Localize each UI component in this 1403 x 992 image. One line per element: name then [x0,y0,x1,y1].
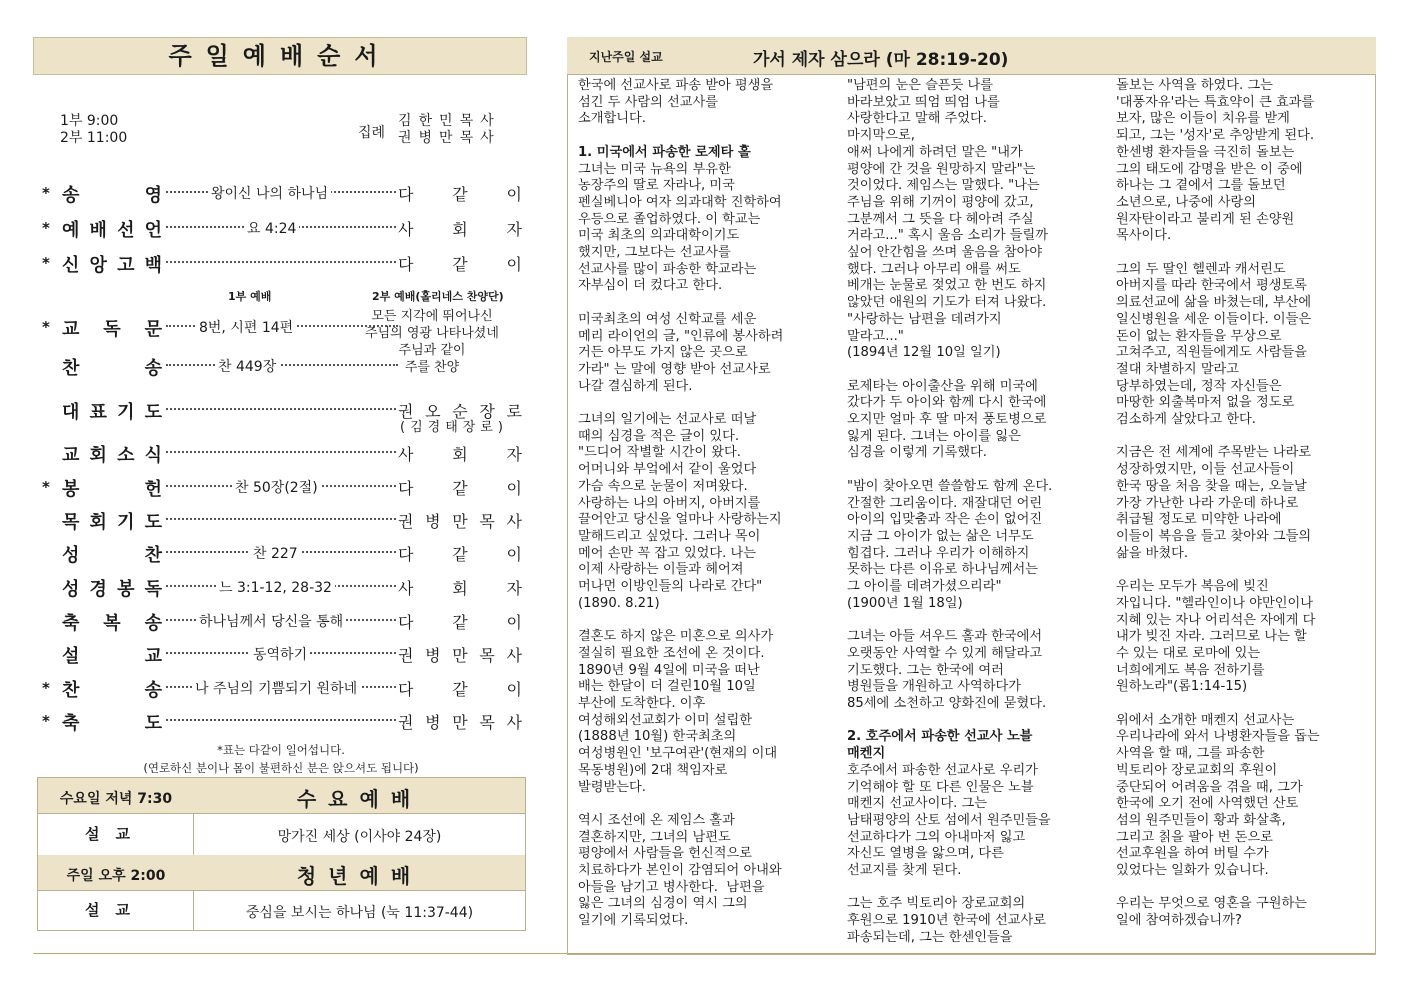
service-item-leader: 사 회 자 [398,579,522,598]
sermon-column-1: 한국에 선교사로 파송 받아 평생을 섬긴 두 사람의 선교사를 소개합니다. 1. 미국에서 파송한 로제타 홀 그녀는 미국 뉴욕의 부유한 농장주의 딸로 자라나, 미국 펜실베니아 여자 의과대학 진학하여 우등으로 졸업하였다. 이 학교는 미국 최초의 의과대학이기도 했지만, 그보다는 선교사를 선교사를 많이 파송한 학교라는 자부심이 더 컸다고 한다. 미국최초의 여성 신학교를 세운 메리 라이언의 글, "인류에 봉사하려 거든 아무도 가지 않은 곳으로 가라" 는 말에 영향 받아 선교사로 나갈 결심하게 된다. 그녀의 일기에는 선교사로 떠날 때의 심경을 적은 글이 있다. "드디어 작별할 시간이 왔다. 어머니와 부엌에서 같이 울었다 가슴 속으로 눈물이 저며왔다. 사랑하는 나의 아버지, 아버지를 끌어안고 당신을 얼마나 사랑하는지 말해드리고 싶었다. 그러나 목이 메어 손만 꼭 잡고 있었다. 나는 이제 사랑하는 이들과 헤어져 머나먼 이방인들의 나라로 간다" (1890. 8.21) 결혼도 하지 않은 미혼으로 의사가 절실히 필요한 조선에 온 것이다. 1890년 9월 4일에 미국을 떠난 배는 한달이 더 걸린10월 10일 부산에 도착한다. 이후 여성해외선교회가 이미 설립한 (1888년 10월) 한국최초의 여성병원인 '보구여관'(현재의 이대 목동병원)에 2대 책임자로 발령받는다. 역시 조선에 온 제임스 홀과 결혼하지만, 그녀의 남편도 평양에서 사람들을 헌신적으로 치료하다가 본인이 감염되어 아내와 아들을 남기고 병사한다. 남편을 잃은 그녀의 심경이 역시 그의 일기에 기록되었다. [578,78,784,929]
service-item [42,639,528,669]
service-item-content: 왕이신 나의 하나님 [208,183,331,203]
service-item-name: 대 표 기 도 [62,402,162,423]
service-item-leader: 사 회 자 [398,220,522,239]
service-item [42,706,528,736]
choir-hymn-line: 모든 지각에 뛰어나신 [371,309,493,324]
service-item-leader: 사 회 자 [398,445,522,464]
youth-title: 청년예배 [296,864,423,888]
youth-service [37,855,526,931]
service-item-leader: 다 같 이 [398,545,522,564]
service-item-leader: 다 같 이 [398,185,522,204]
service-item-name: 교 회 소 식 [62,445,162,466]
service-item-name: 성 경 봉 독 [62,579,162,600]
service-item-content: 찬 50장(2절) [232,477,321,497]
service-item-name: 봉 헌 [62,479,162,500]
leader-dots [166,518,396,520]
leader-dots [166,408,396,410]
service-item [42,673,528,703]
stand-marker: * [42,184,50,202]
sermon-title: 가서 제자 삼으라 (마 28:19-20) [753,50,1009,70]
service-item-name: 설 교 [62,646,162,667]
service-item-name: 교 독 문 [62,319,162,340]
youth-sermon: 중심을 보시는 하나님 (눅 11:37-44) [245,905,474,921]
stand-marker: * [42,478,50,496]
service1-label: 1부 예배 [228,290,272,303]
service-item-name: 찬 송 [62,358,162,379]
leader-dots [166,719,396,721]
service-item-name: 축 복 송 [62,613,162,634]
service-time-1: 1부 9:00 [60,113,119,129]
choir-hymn-line: 주님과 같이 [398,343,466,358]
wednesday-service [37,777,526,855]
service-item-name: 신 앙 고 백 [62,255,162,276]
service-item-name: 축 도 [62,713,162,734]
page-title: 주일예배순서 [33,37,527,75]
presider-1: 김한민목사 [398,113,501,129]
sermon-column-2: "남편의 눈은 슬픈듯 나를 바라보았고 띄엄 띄엄 나를 사랑한다고 말해 주었다. 마지막으로, 애써 나에게 하려던 말은 "내가 평양에 간 것을 원망하지 말라"는 것이었다. 제임스는 말했다. "나는 주님을 위해 기꺼이 평양에 갔고, 그분께서 그 뜻을 다 헤아려 주실 거라고..." 혹시 울음 소리가 들릴까 싶어 안간힘을 쓰며 울음을 참아야 했다. 그러나 아무리 애를 써도 베개는 눈물로 젖었고 한 번도 하지 않았던 애원의 기도가 터져 나왔다. "사랑하는 남편을 데려가지 말라고..." (1894년 12월 10일 일기) 로제타는 아이출산을 위해 미국에 갔다가 두 아이와 함께 다시 한국에 오지만 얼마 후 딸 마저 풍토병으로 잃게 된다. 그녀는 아이를 잃은 심경을 이렇게 기록했다. "밤이 찾아오면 쓸쓸함도 함께 온다. 간절한 그리움이다. 재잘대던 어린 아이의 입맞춤과 작은 손이 없어진 지금 그 아이가 없는 삶은 너무도 힘겹다. 그러나 우리가 이해하지 못하는 다른 이유로 하나님께서는 그 아이를 데려가셨으리라" (1900년 1월 18일) 그녀는 아들 셔우드 홀과 한국에서 오랫동안 사역할 수 있게 해달라고 기도했다. 그는 한국에 여러 병원들을 개원하고 사역하다가 85세에 소천하고 양화진에 묻혔다. 2. 호주에서 파송한 선교사 노블 매켄지 호주에서 파송한 선교사로 우리가 기억해야 할 또 다른 인물은 노블 매켄지 선교사이다. 그는 남태평양의 산토 섬에서 원주민들을 선교하다가 그의 아내마저 잃고 자신도 열병을 앓으며, 다른 선교지를 찾게 된다. 그는 호주 빅토리아 장로교회의 후원으로 1910년 한국에 선교사로 파송되는데, 그는 한센인들을 [847,78,1053,945]
service-item-content: 찬 449장 [215,356,279,376]
service-item [42,606,528,636]
service-item-leader: 다 같 이 [398,255,522,274]
service-item-content: 나 주님의 기쁨되기 원하네 [192,678,360,698]
service-item-leader: 다 같 이 [398,680,522,699]
presider-label: 집례 [358,125,386,141]
service-item [42,248,528,278]
sermon-header [567,37,1376,75]
service-item-leader: 권 병 만 목 사 [398,512,522,531]
rep-prayer-alt: (김경태장로) [400,420,508,435]
stand-marker: * [42,712,50,730]
youth-label: 설교 [38,891,194,930]
service-item [42,572,528,602]
stand-marker: * [42,219,50,237]
service-item-name: 찬 송 [62,680,162,701]
sermon-column-3: 돌보는 사역을 하였다. 그는 '대풍자유'라는 특효약이 큰 효과를 보자, 많은 이들이 치유를 받게 되고, 그는 '성자'로 추앙받게 된다. 한센병 환자들을 극진히 돌보는 그의 태도에 감명을 받은 이 중에 하나는 그 곁에서 그를 돌보던 소년으로, 나중에 사랑의 원자탄이라고 불리게 된 손양원 목사이다. 그의 두 딸인 헬렌과 캐서린도 아버지를 따라 한국에서 평생토록 의료선교에 삶을 바쳤는데, 부산에 일신병원을 세운 이들이다. 이들은 돈이 없는 환자들을 무상으로 고쳐주고, 직원들에게도 사람들을 절대 차별하지 말라고 당부하였는데, 정작 자신들은 마땅한 외출복마저 없을 정도로 검소하게 살았다고 한다. 지금은 전 세계에 주목받는 나라로 성장하였지만, 이들 선교사들이 한국 땅을 처음 찾을 때는, 오늘날 가장 가난한 나라 가운데 하나로 취급될 정도로 미약한 나라에 이들이 복음을 들고 찾아와 그들의 삶을 바쳤다. 우리는 모두가 복음에 빚진 자입니다. "헬라인이나 야만인이나 지혜 있는 자나 어리석은 자에게 다 내가 빚진 자라. 그러므로 나는 할 수 있는 대로 로마에 있는 너희에게도 복음 전하기를 원하노라"(롬1:14-15) 위에서 소개한 매켄지 선교사는 우리나라에 와서 나병환자들을 돕는 사역을 할 때, 그를 파송한 빅토리아 장로교회의 후원이 중단되어 어려움을 겪을 때, 그가 한국에 오기 전에 사역했던 산토 섬의 원주민들이 황과 화살촉, 그리고 칡을 팔아 번 돈으로 선교후원을 하여 버틸 수가 있었다는 일화가 있습니다. 우리는 무엇으로 영혼을 구원하는 일에 참여하겠습니까? [1116,78,1320,929]
service-item-content: 찬 227 [250,543,301,563]
service-item [42,213,528,243]
service-item-name: 성 찬 [62,545,162,566]
service2-label: 2부 예배(홀리네스 찬양단) [372,290,504,303]
wednesday-sermon: 망가진 세상 (이사야 24장) [277,829,442,845]
service-item-name: 송 영 [62,185,162,206]
service-item [42,438,528,468]
sermon-label: 지난주일 설교 [589,50,663,64]
choir-hymn [362,308,502,376]
service-item-leader: 권 오 순 장 로 [398,402,522,421]
standing-note: *표는 다같이 일어섭니다. [217,743,345,757]
service-item [42,472,528,502]
wednesday-time: 수요일 저녁 7:30 [59,791,173,807]
stand-marker: * [42,679,50,697]
leader-dots [166,451,396,453]
service-item-name: 목 회 기 도 [62,512,162,533]
leader-dots [166,261,396,263]
youth-time: 주일 오후 2:00 [66,868,166,884]
service-item-content: 하나님께서 당신을 통해 [196,611,346,631]
service-item [42,505,528,535]
service-item [42,538,528,568]
service-item-content: 느 3:1-12, 28-32 [216,577,335,597]
service-item [42,178,528,208]
choir-hymn-line: 주를 찬양 [404,360,460,375]
wednesday-title: 수요예배 [296,787,423,811]
service-item-leader: 권 병 만 목 사 [398,646,522,665]
seating-note: (연로하신 분이나 몸이 불편하신 분은 앉으셔도 됩니다) [143,761,419,775]
service-item-content: 동역하기 [250,644,310,664]
presider-2: 권병만목사 [398,130,501,146]
service-item-content: 요 4:24 [244,218,299,238]
service-item-content: 8번, 시편 14편 [196,317,296,337]
stand-marker: * [42,318,50,336]
service-item-name: 예 배 선 언 [62,220,162,241]
service-item-leader: 다 같 이 [398,613,522,632]
service-time-2: 2부 11:00 [60,130,128,146]
choir-hymn-line: 주님의 영광 나타나셨네 [365,326,499,341]
stand-marker: * [42,254,50,272]
service-item-leader: 다 같 이 [398,479,522,498]
service-item-leader: 권 병 만 목 사 [398,713,522,732]
wednesday-label: 설교 [38,814,194,855]
